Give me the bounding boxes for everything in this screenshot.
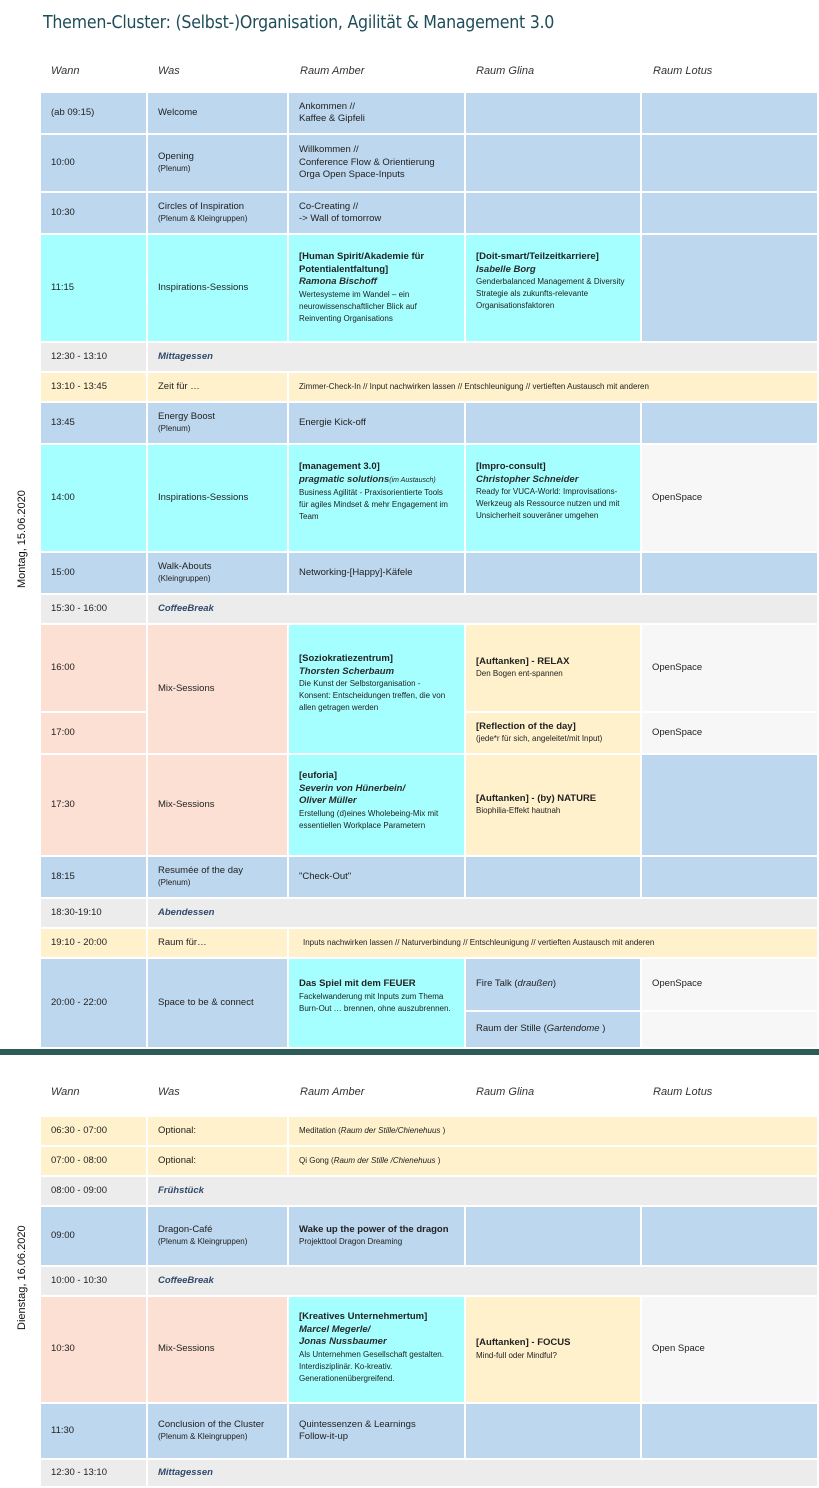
activity-cell (148, 135, 287, 191)
speaker-name: Ramona Bischoff (299, 276, 377, 287)
room-text: Fire Talk ( (476, 978, 518, 990)
amber-cell: Energie Kick-off (289, 403, 464, 443)
time-cell: 12:30 - 13:10 (41, 343, 146, 371)
room-text: Raum der Stille ( (476, 1023, 547, 1035)
time-cell: 15:30 - 16:00 (41, 595, 146, 623)
time-cell: 08:00 - 09:00 (41, 1177, 146, 1205)
speaker-name: Oliver Müller (299, 795, 357, 806)
info-text-start: Meditation ( (299, 1125, 341, 1135)
time-cell: 10:00 - 10:30 (41, 1267, 146, 1295)
session-amber (289, 445, 464, 551)
lotus-cell (642, 403, 817, 443)
activity-sub: (Plenum) (158, 164, 191, 173)
lotus-cell (642, 193, 817, 233)
lotus-cell: OpenSpace (642, 445, 817, 551)
glina-cell (466, 403, 640, 443)
session-glina (466, 713, 640, 753)
time-cell: 10:30 (41, 1297, 146, 1402)
time-cell: (ab 09:15) (41, 93, 146, 133)
session-title: [Auftanken] - RELAX (476, 655, 570, 667)
day-label-tuesday: Dienstag, 16.06.2020 (16, 1225, 28, 1330)
activity-cell: Optional: (148, 1117, 287, 1145)
time-cell: 09:00 (41, 1207, 146, 1265)
time-cell: 12:30 - 13:10 (41, 1460, 146, 1486)
header-raum-amber: Raum Amber (300, 65, 365, 77)
lotus-cell (642, 135, 817, 191)
info-location: Raum der Stille/Chienehuus (340, 1125, 441, 1135)
speaker-note: (im Austausch) (389, 476, 436, 484)
glina-cell (466, 135, 640, 191)
activity-label: Walk-Abouts (158, 560, 212, 572)
session-amber (289, 1297, 464, 1402)
session-description: Den Bogen ent-spannen (476, 669, 563, 678)
session-description: Fackelwanderung mit Inputs zum Thema Burn-Out … brennen, ohne auszubrennen. (299, 991, 451, 1013)
time-cell: 19:10 - 20:00 (41, 929, 146, 957)
header-wann: Wann (51, 1086, 80, 1098)
activity-sub: (Plenum & Kleingruppen) (158, 214, 248, 223)
page-title: Themen-Cluster: (Selbst-)Organisation, Agilität & Management 3.0 (43, 12, 555, 33)
glina-cell (466, 1012, 640, 1047)
activity-sub: (Kleingruppen) (158, 574, 211, 583)
amber-line: Follow-it-up (299, 1431, 349, 1442)
header-raum-glina: Raum Glina (476, 1086, 535, 1098)
activity-cell (148, 553, 287, 593)
amber-cell (289, 93, 464, 133)
lotus-cell (642, 235, 817, 341)
session-description: Als Unternehmen Gesellschaft gestalten. Interdisziplinär. Ko-kreativ. Generationenübergreifend. (299, 1349, 444, 1383)
room-text-end: ) (552, 978, 557, 990)
info-text-end: ) (435, 1155, 441, 1165)
time-cell: 17:00 (41, 713, 146, 753)
amber-line: Willkommen // (299, 144, 359, 156)
glina-cell (466, 553, 640, 593)
session-description: Business Agilität - Praxisorientierte Tools für agiles Mindset & mehr Engagement im Team (299, 488, 448, 521)
activity-label: Conclusion of the Cluster (158, 1418, 265, 1430)
session-title: [Reflection of the day] (476, 720, 576, 732)
lotus-cell (642, 1404, 817, 1458)
session-description: Genderbalanced Management & Diversity Strategie als zukunfts-relevante Organisationsfaktoren (476, 277, 625, 310)
speaker-name: Christopher Schneider (476, 473, 579, 485)
time-cell: 11:30 (41, 1404, 146, 1458)
session-title: [Doit-smart/Teilzeitkarriere] (476, 251, 599, 262)
activity-cell: Zeit für … (148, 373, 287, 401)
time-cell: 06:30 - 07:00 (41, 1117, 146, 1145)
lotus-cell (642, 857, 817, 897)
amber-cell (289, 1404, 464, 1458)
session-amber (289, 235, 464, 341)
meal-label: Mittagessen (148, 343, 817, 371)
amber-line: -> Wall of tomorrow (299, 213, 382, 224)
activity-cell: Mix-Sessions (148, 1297, 287, 1402)
activity-sub: (Plenum) (158, 878, 191, 887)
lotus-cell (642, 553, 817, 593)
session-title: Das Spiel mit dem FEUER (299, 978, 416, 989)
meal-label: Mittagessen (148, 1460, 817, 1486)
activity-cell: Space to be & connect (148, 959, 287, 1047)
session-description: Ready for VUCA-World: Improvisations-Werkzeug als Ressource nutzen und mit Unsicherheit souveräner umgehen (476, 487, 620, 520)
amber-line: Orga Open Space-Inputs (299, 169, 405, 181)
time-cell: 13:45 (41, 403, 146, 443)
lotus-cell: Open Space (642, 1297, 817, 1402)
glina-cell (466, 93, 640, 133)
amber-line: Co-Creating // (299, 200, 359, 212)
room-text-end: ) (599, 1023, 606, 1035)
session-amber (289, 755, 464, 855)
header-raum-lotus: Raum Lotus (653, 65, 713, 77)
session-glina (466, 235, 640, 341)
session-title: [Soziokratiezentrum] (299, 653, 393, 664)
amber-line: Kaffee & Gipfeli (299, 113, 365, 124)
session-description: Biophilia-Effekt hautnah (476, 806, 561, 815)
lotus-cell: OpenSpace (642, 713, 817, 753)
time-cell: 16:00 (41, 625, 146, 711)
time-cell: 17:30 (41, 755, 146, 855)
session-glina (466, 755, 640, 855)
activity-cell: Optional: (148, 1147, 287, 1175)
break-label: CoffeeBreak (148, 1267, 817, 1295)
session-title: [management 3.0] (299, 461, 380, 472)
session-description: Mind-full oder Mindful? (476, 1350, 557, 1360)
header-was: Was (158, 65, 180, 77)
info-text: Zimmer-Check-In // Input nachwirken lassen // Entschleunigung // vertieften Austausch mit anderen (289, 373, 817, 401)
activity-sub: (Plenum & Kleingruppen) (158, 1237, 248, 1246)
meal-label: Frühstück (148, 1177, 817, 1205)
activity-cell: Mix-Sessions (148, 625, 287, 753)
activity-label: Opening (158, 150, 194, 162)
session-amber (289, 625, 464, 753)
time-cell: 20:00 - 22:00 (41, 959, 146, 1047)
amber-cell (289, 135, 464, 191)
header-wann: Wann (51, 65, 80, 77)
speaker-name: Jonas Nussbaumer (299, 1336, 387, 1347)
speaker-name: Marcel Megerle/ (299, 1323, 371, 1335)
activity-cell: Inspirations-Sessions (148, 235, 287, 341)
info-location: Raum der Stille /Chienehuus (333, 1155, 436, 1165)
info-text: Inputs nachwirken lassen // Naturverbindung // Entschleunigung // vertieften Austausch mit anderen (289, 929, 817, 957)
activity-sub: (Plenum & Kleingruppen) (158, 1432, 248, 1441)
glina-cell (466, 959, 640, 1010)
info-text-start: Qi Gong ( (299, 1155, 334, 1165)
activity-cell (148, 193, 287, 233)
glina-cell (466, 1207, 640, 1265)
session-description: Wertesysteme im Wandel – ein neurowissenschaftlicher Blick auf Reinventing Organisations (299, 289, 417, 323)
speaker-name: Thorsten Scherbaum (299, 665, 395, 677)
amber-line: Quintessenzen & Learnings (299, 1418, 416, 1430)
time-cell: 10:00 (41, 135, 146, 191)
lotus-cell (642, 1207, 817, 1265)
speaker-name: pragmatic solutions (299, 473, 390, 485)
time-cell: 18:15 (41, 857, 146, 897)
header-raum-glina: Raum Glina (476, 65, 535, 77)
activity-cell: Raum für… (148, 929, 287, 957)
info-text (289, 1117, 817, 1145)
activity-label: Resumée of the day (158, 864, 244, 876)
glina-cell (466, 857, 640, 897)
room-location: Gartendome (546, 1023, 600, 1035)
time-cell: 13:10 - 13:45 (41, 373, 146, 401)
session-title: [Auftanken] - (by) NATURE (476, 792, 597, 804)
time-cell: 07:00 - 08:00 (41, 1147, 146, 1175)
amber-cell: "Check-Out" (289, 857, 464, 897)
activity-cell: Welcome (148, 93, 287, 133)
time-cell: 11:15 (41, 235, 146, 341)
session-glina (466, 445, 640, 551)
time-cell: 18:30-19:10 (41, 899, 146, 927)
activity-label: Dragon-Café (158, 1223, 213, 1235)
activity-label: Circles of Inspiration (158, 200, 245, 212)
amber-cell (289, 193, 464, 233)
session-description: Projekttool Dragon Dreaming (299, 1237, 403, 1246)
meal-label: Abendessen (148, 899, 817, 927)
session-amber (289, 959, 464, 1047)
session-glina (466, 625, 640, 711)
lotus-cell (642, 1012, 817, 1047)
amber-line: Conference Flow & Orientierung (299, 156, 435, 168)
time-cell: 15:00 (41, 553, 146, 593)
speaker-name: Severin von Hünerbein/ (299, 782, 406, 794)
activity-cell (148, 403, 287, 443)
session-description: Die Kunst der Selbstorganisation - Konsent: Entscheidungen treffen, die von allen getragen werden (299, 679, 446, 712)
session-title: [Impro-consult] (476, 461, 546, 472)
activity-cell: Mix-Sessions (148, 755, 287, 855)
glina-cell (466, 193, 640, 233)
session-title: [Auftanken] - FOCUS (476, 1337, 571, 1348)
day-label-monday: Montag, 15.06.2020 (16, 490, 28, 588)
lotus-cell (642, 93, 817, 133)
session-amber (289, 1207, 464, 1265)
info-text-end: ) (440, 1125, 446, 1135)
activity-cell (148, 1207, 287, 1265)
amber-line: Ankommen // (299, 100, 355, 112)
info-text (289, 1147, 817, 1175)
session-description: (jede*r für sich, angeleitet/mit Input) (476, 734, 603, 743)
activity-sub: (Plenum) (158, 424, 191, 433)
header-raum-amber: Raum Amber (300, 1086, 365, 1098)
room-location: draußen (517, 978, 553, 990)
time-cell: 10:30 (41, 193, 146, 233)
lotus-cell: OpenSpace (642, 625, 817, 711)
session-glina (466, 1297, 640, 1402)
header-was: Was (158, 1086, 180, 1098)
lotus-cell (642, 755, 817, 855)
glina-cell (466, 1404, 640, 1458)
header-raum-lotus: Raum Lotus (653, 1086, 713, 1098)
session-title: Wake up the power of the dragon (299, 1223, 449, 1235)
break-label: CoffeeBreak (148, 595, 817, 623)
time-cell: 14:00 (41, 445, 146, 551)
activity-cell (148, 1404, 287, 1458)
activity-label: Energy Boost (158, 410, 216, 422)
session-description: Erstellung (d)eines Wholebeing-Mix mit essentiellen Workplace Parametern (299, 808, 439, 830)
session-title: [euforia] (299, 770, 337, 781)
lotus-cell: OpenSpace (642, 959, 817, 1010)
amber-cell: Networking-[Happy]-Käfele (289, 553, 464, 593)
speaker-name: Isabelle Borg (476, 263, 536, 275)
session-title: [Kreatives Unternehmertum] (299, 1311, 428, 1322)
day-divider (0, 1049, 819, 1055)
activity-cell (148, 857, 287, 897)
activity-cell: Inspirations-Sessions (148, 445, 287, 551)
session-title: [Human Spirit/Akademie für Potentialentfaltung] (299, 251, 425, 275)
